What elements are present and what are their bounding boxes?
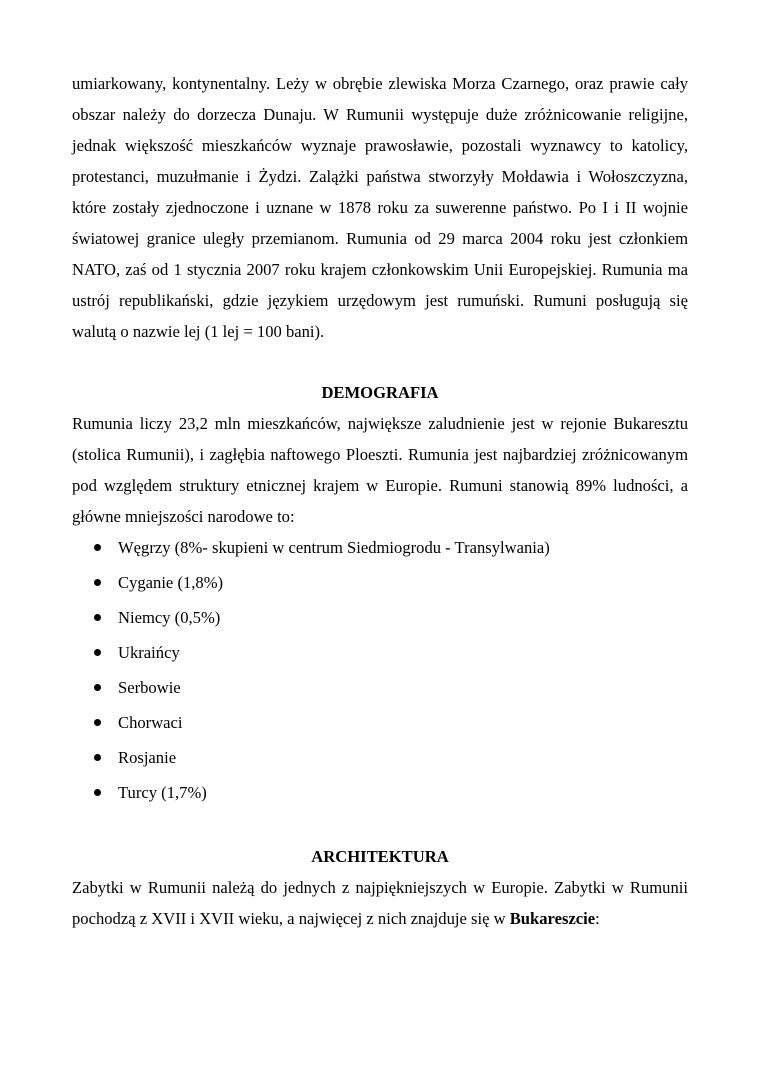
city-name: Bukareszcie (509, 909, 596, 928)
minorities-list (72, 532, 688, 812)
list-item-text: Turcy (1,7%) (118, 783, 207, 802)
list-item-text: Niemcy (0,5%) (118, 608, 221, 627)
bullet-icon (94, 579, 101, 586)
list-item-text: Cyganie (1,8%) (118, 573, 224, 592)
demografia-paragraph: Rumunia liczy 23,2 mln mieszkańców, największe zaludnienie jest w rejonie Bukaresztu (stolica Rumunii), i zagłębia naftowego Ploeszti. Rumunia jest najbardziej zróżnicowanym pod względem struktury etnicznej krajem w Europie. Rumuni stanowią 89% ludności, a główne mniejszości narodowe to: (72, 414, 688, 526)
list-item-text: Chorwaci (118, 713, 183, 732)
bullet-icon (94, 684, 101, 691)
list-item (72, 602, 688, 637)
bullet-icon (94, 789, 101, 796)
architektura-paragraph (72, 872, 688, 934)
list-item-text: Węgrzy (8%- skupieni w centrum Siedmiogrodu - Transylwania) (118, 538, 550, 557)
architektura-heading: ARCHITEKTURA (311, 847, 449, 866)
list-item (72, 637, 688, 672)
list-item (72, 672, 688, 707)
list-item-text: Rosjanie (118, 748, 177, 767)
list-item (72, 532, 688, 567)
list-item (72, 567, 688, 602)
colon: : (595, 909, 600, 928)
document-page (72, 68, 688, 934)
bullet-icon (94, 719, 101, 726)
list-item-text: Serbowie (118, 678, 181, 697)
list-item (72, 742, 688, 777)
list-item (72, 777, 688, 812)
demografia-heading: DEMOGRAFIA (321, 383, 439, 402)
bullet-icon (94, 544, 101, 551)
list-item (72, 707, 688, 742)
bullet-icon (94, 754, 101, 761)
list-item-text: Ukraińcy (118, 643, 180, 662)
bullet-icon (94, 614, 101, 621)
architektura-text: Zabytki w Rumunii należą do jednych z najpiękniejszych w Europie. Zabytki w Rumunii pochodzą z XVII i XVII wieku, a najwięcej z nich znajduje się w (72, 878, 688, 928)
bullet-icon (94, 649, 101, 656)
intro-paragraph: umiarkowany, kontynentalny. Leży w obrębie zlewiska Morza Czarnego, oraz prawie cały obszar należy do dorzecza Dunaju. W Rumunii występuje duże zróżnicowanie religijne, jednak większość mieszkańców wyznaje prawosławie, pozostali wyznawcy to katolicy, protestanci, muzułmanie i Żydzi. Zalążki państwa stworzyły Mołdawia i Wołoszczyzna, które zostały zjednoczone i uznane w 1878 roku za suwerenne państwo. Po I i II wojnie światowej granice uległy przemianom. Rumunia od 29 marca 2004 roku jest członkiem NATO, zaś od 1 stycznia 2007 roku krajem członkowskim Unii Europejskiej. Rumunia ma ustrój republikański, gdzie językiem urzędowym jest rumuński. Rumuni posługują się walutą o nazwie lej (1 lej = 100 bani). (72, 74, 688, 341)
